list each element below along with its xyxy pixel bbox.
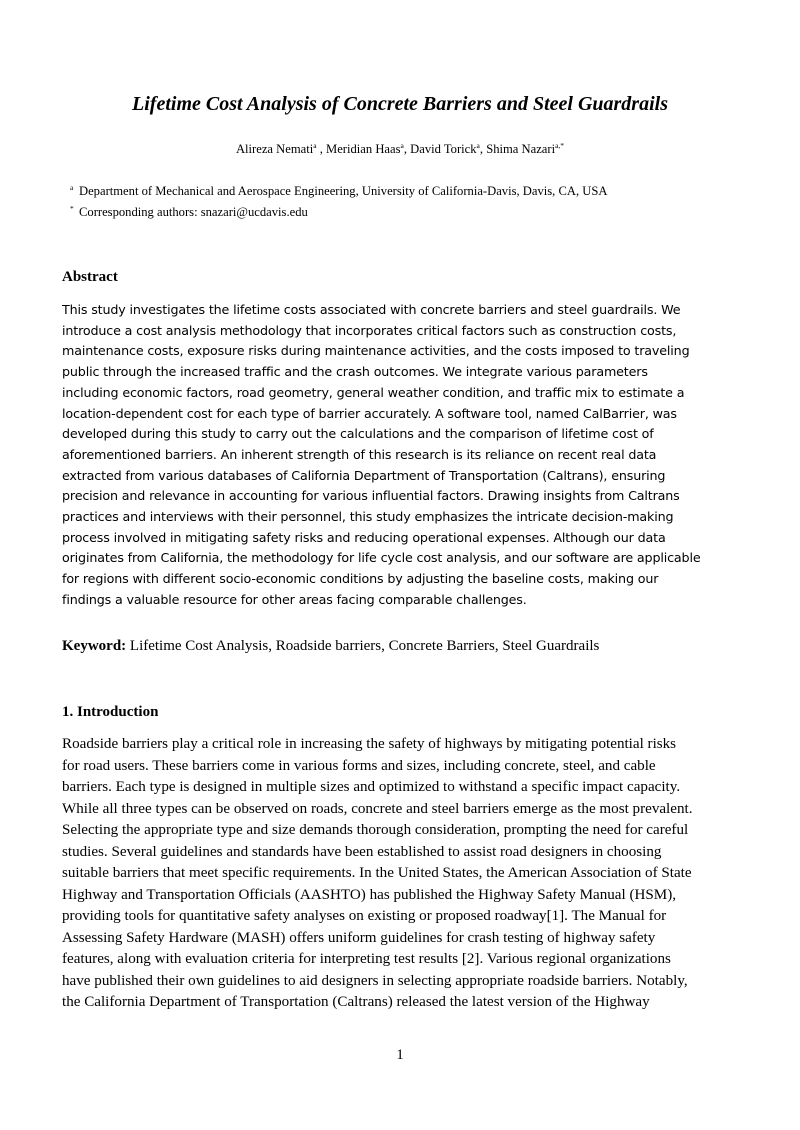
abstract-line: public through the increased traffic and the crash outcomes. We integrate various parameters [62, 364, 648, 380]
author-affiliation-mark: a [476, 140, 480, 150]
abstract-line: for regions with different socio-economic conditions by adjusting the baseline costs, making our [62, 571, 659, 587]
abstract-line: originates from California, the methodology for life cycle cost analysis, and our software are applicable [62, 550, 701, 566]
author-name: Alireza Nemati [235, 142, 314, 156]
affiliation-text: Department of Mechanical and Aerospace Engineering, University of California-Davis, Davis, CA, USA [79, 184, 608, 198]
intro-line: studies. Several guidelines and standards have been established to assist road designers in choosing [62, 843, 662, 860]
intro-line: for road users. These barriers come in various forms and sizes, including concrete, steel, and cable [62, 757, 656, 774]
keywords [62, 636, 752, 656]
abstract-body [62, 300, 742, 611]
abstract-line: maintenance costs, exposure risks during maintenance activities, and the costs imposed to traveling [62, 343, 690, 359]
intro-line: Selecting the appropriate type and size demands thorough consideration, prompting the need for careful [62, 822, 689, 838]
intro-line: providing tools for quantitative safety analyses on existing or proposed roadway[1]. The Manual for [62, 908, 667, 924]
page-number: 1 [396, 1047, 404, 1063]
author-list: Alireza Nemati$^a$ , Meridian Haas$^a$, David Torick$^a$, Shima Nazari$^{a,*}$ [235, 140, 565, 156]
abstract-line: precision and relevance in accounting for various influential factors. Drawing insights from Caltrans [62, 488, 680, 504]
abstract-line: developed during this study to carry out the calculations and the comparison of lifetime cost of [62, 426, 654, 442]
intro-line: features, along with evaluation criteria for interpreting test results [2]. Various regional organizations [62, 951, 671, 967]
author-name: David Torick [410, 142, 477, 156]
intro-line: Highway and Transportation Officials (AASHTO) has published the Highway Safety Manual (HSM), [62, 886, 677, 903]
abstract-line: findings a valuable resource for other areas facing comparable challenges. [62, 591, 527, 607]
introduction-body [62, 734, 752, 1014]
abstract-line: including economic factors, road geometry, general weather condition, and traffic mix to estimate a [62, 384, 685, 400]
abstract-line: process involved in mitigating safety risks and reducing operational expenses. Although our data [62, 529, 666, 545]
abstract-line: extracted from various databases of California Department of Transportation (Caltrans), ensuring [62, 467, 666, 483]
keyword-label: Keyword: [62, 638, 127, 654]
abstract-heading: Abstract [62, 269, 118, 285]
affiliation-corresponding: * Corresponding authors: snazari@ucdavis.edu [70, 203, 308, 219]
intro-line: suitable barriers that meet specific requirements. In the United States, the American Association of State [62, 865, 692, 881]
abstract-line: introduce a cost analysis methodology that incorporates critical factors such as construction costs, [62, 322, 677, 338]
author-affiliation-mark: a,* [555, 140, 565, 150]
intro-line: have published their own guidelines to aid designers in selecting appropriate roadside barriers. Notably, [62, 972, 688, 989]
abstract-line: practices and interviews with their personnel, this study emphasizes the intricate decision-making [62, 509, 674, 525]
intro-line: Assessing Safety Hardware (MASH) offers uniform guidelines for crash testing of highway safety [62, 929, 656, 946]
abstract-line: aforementioned barriers. An inherent strength of this research is its reliance on recent real data [62, 446, 657, 462]
paper-title: Lifetime Cost Analysis of Concrete Barriers and Steel Guardrails [132, 93, 668, 115]
section-heading-introduction: 1. Introduction [62, 704, 159, 720]
author-name: Shima Nazari [486, 142, 556, 156]
abstract-line: This study investigates the lifetime costs associated with concrete barriers and steel guardrails. We [62, 302, 681, 317]
intro-line: While all three types can be observed on roads, concrete and steel barriers emerge as the most prevalent. [62, 800, 693, 817]
abstract-line: location-dependent cost for each type of barrier accurately. A software tool, named CalBarrier, was [62, 405, 677, 421]
affiliation-text: Corresponding authors: snazari@ucdavis.edu [79, 205, 308, 219]
affiliation-department: $^a$ Department of Mechanical and Aerospace Engineering, University of California-Davis, Davis, CA, USA [70, 182, 608, 198]
author-affiliation-mark: a [400, 140, 404, 150]
intro-line: the California Department of Transportation (Caltrans) released the latest version of the Highway [62, 994, 650, 1010]
author-name: Meridian Haas [326, 142, 401, 156]
author-affiliation-mark: a [313, 140, 317, 150]
intro-line: Roadside barriers play a critical role in increasing the safety of highways by mitigating potential risks [62, 736, 677, 752]
intro-line: barriers. Each type is designed in multiple sizes and optimized to withstand a specific impact capacity. [62, 779, 681, 795]
keyword-text: Lifetime Cost Analysis, Roadside barriers, Concrete Barriers, Steel Guardrails [126, 638, 600, 654]
